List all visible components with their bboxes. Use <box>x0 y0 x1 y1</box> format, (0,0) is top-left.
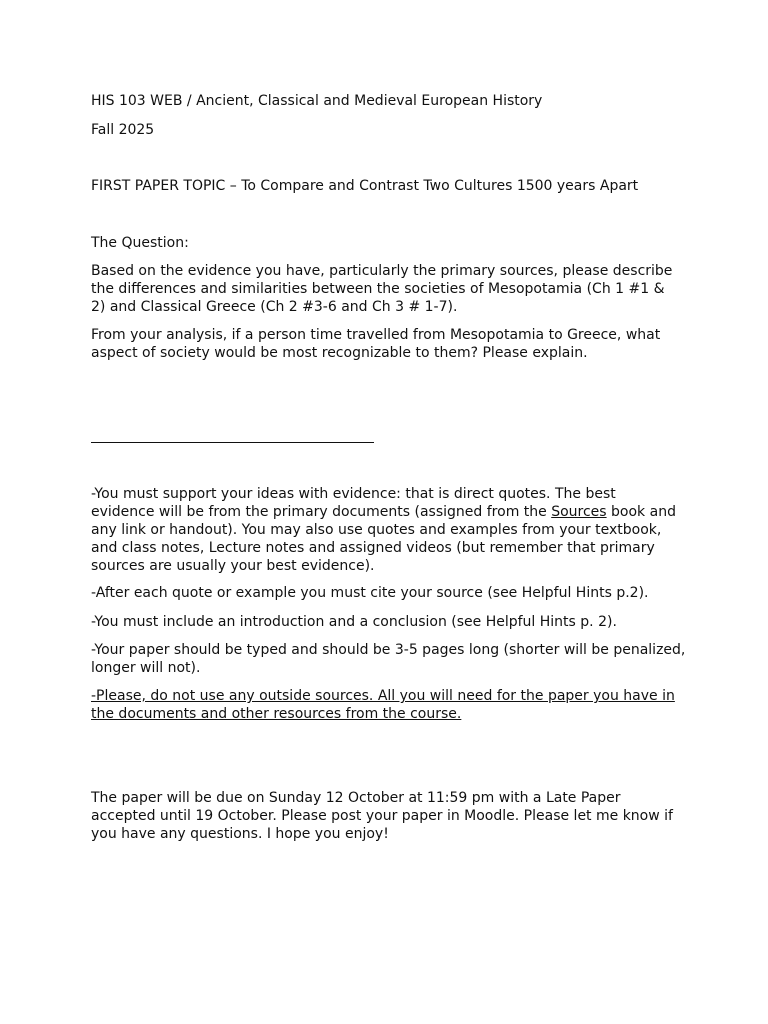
term-label: Fall 2025 <box>91 122 155 138</box>
sources-book-title: Sources <box>551 504 607 520</box>
question-heading: The Question: <box>91 235 189 251</box>
paper-topic: FIRST PAPER TOPIC – To Compare and Contrast Two Cultures 1500 years Apart <box>91 178 639 194</box>
due-date-paragraph: The paper will be due on Sunday 12 October at 11:59 pm with a Late Paper accepted until 19 October. Please post your paper in Moodle. Please let me know if you have any questions. I hope you enjoy! <box>91 790 673 842</box>
requirement-length: -Your paper should be typed and should be 3-5 pages long (shorter will be penalized, longer will not). <box>91 642 686 676</box>
requirement-evidence-text-1: -You must support your ideas with evidence: that is direct quotes. The best evidence will be from the primary documents (assigned from the <box>91 486 616 520</box>
requirement-evidence <box>91 485 681 575</box>
requirement-evidence-text-2: book and any link or handout). You may also use quotes and examples from your textbook, and class notes, Lecture notes and assigned videos (but remember that primary sources are usually your best evidence). <box>91 504 676 574</box>
requirement-intro-conclusion: -You must include an introduction and a conclusion (see Helpful Hints p. 2). <box>91 614 617 630</box>
question-paragraph-1: Based on the evidence you have, particularly the primary sources, please describe the differences and similarities between the societies of Mesopotamia (Ch 1 #1 & 2) and Classical Greece (Ch 2 #3-6 and Ch 3 # 1-7). <box>91 263 673 315</box>
question-paragraph-2: From your analysis, if a person time travelled from Mesopotamia to Greece, what aspect of society would be most recognizable to them? Please explain. <box>91 327 661 361</box>
requirement-cite: -After each quote or example you must cite your source (see Helpful Hints p.2). <box>91 585 649 601</box>
course-title: HIS 103 WEB / Ancient, Classical and Medieval European History <box>91 93 543 109</box>
requirement-no-outside-sources: -Please, do not use any outside sources. All you will need for the paper you have in the documents and other resources from the course. <box>91 688 675 722</box>
horizontal-rule <box>91 442 374 443</box>
